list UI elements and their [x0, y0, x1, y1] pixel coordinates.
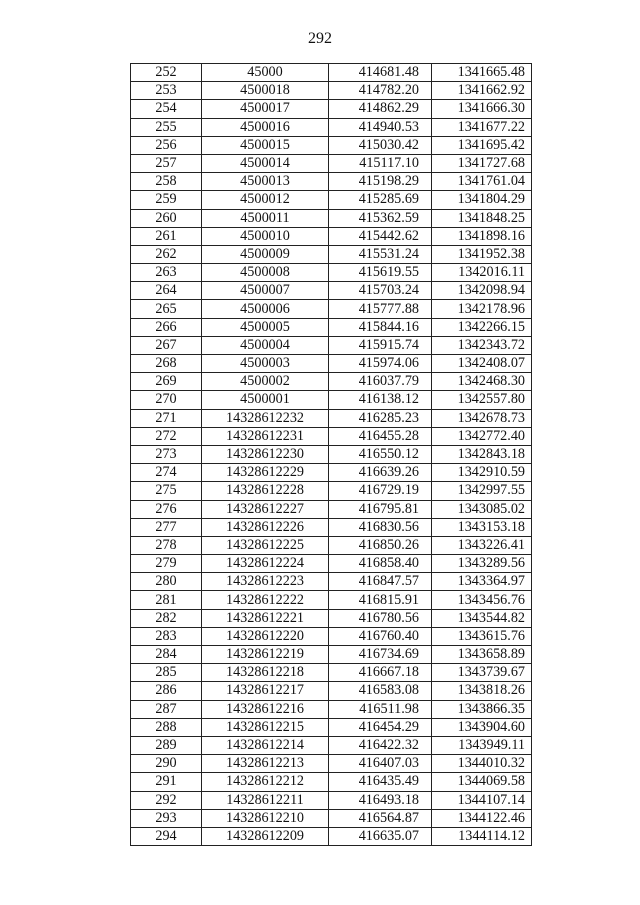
table-row	[131, 264, 532, 282]
table-body	[131, 64, 532, 846]
point-id-cell: 4500008	[202, 264, 329, 282]
x-coordinate-cell: 414940.53	[329, 118, 432, 136]
point-id-cell: 4500006	[202, 300, 329, 318]
x-coordinate-cell: 414862.29	[329, 100, 432, 118]
row-number-cell: 279	[131, 555, 202, 573]
x-coordinate-cell: 415777.88	[329, 300, 432, 318]
row-number-cell: 288	[131, 718, 202, 736]
row-number-cell: 292	[131, 791, 202, 809]
x-coordinate-cell: 416830.56	[329, 518, 432, 536]
y-coordinate-cell: 1343544.82	[432, 609, 532, 627]
point-id-cell: 4500016	[202, 118, 329, 136]
y-coordinate-cell: 1342016.11	[432, 264, 532, 282]
y-coordinate-cell: 1341666.30	[432, 100, 532, 118]
x-coordinate-cell: 416583.08	[329, 682, 432, 700]
row-number-cell: 277	[131, 518, 202, 536]
table-row	[131, 427, 532, 445]
y-coordinate-cell: 1344107.14	[432, 791, 532, 809]
row-number-cell: 271	[131, 409, 202, 427]
table-row	[131, 518, 532, 536]
point-id-cell: 14328612230	[202, 445, 329, 463]
y-coordinate-cell: 1341677.22	[432, 118, 532, 136]
row-number-cell: 293	[131, 809, 202, 827]
point-id-cell: 14328612225	[202, 536, 329, 554]
x-coordinate-cell: 416493.18	[329, 791, 432, 809]
table-row	[131, 373, 532, 391]
row-number-cell: 278	[131, 536, 202, 554]
x-coordinate-cell: 416564.87	[329, 809, 432, 827]
x-coordinate-cell: 415030.42	[329, 136, 432, 154]
y-coordinate-cell: 1342678.73	[432, 409, 532, 427]
point-id-cell: 14328612231	[202, 427, 329, 445]
table-row	[131, 136, 532, 154]
x-coordinate-cell: 415198.29	[329, 173, 432, 191]
point-id-cell: 4500010	[202, 227, 329, 245]
y-coordinate-cell: 1343456.76	[432, 591, 532, 609]
point-id-cell: 4500013	[202, 173, 329, 191]
row-number-cell: 267	[131, 336, 202, 354]
row-number-cell: 255	[131, 118, 202, 136]
table-row	[131, 773, 532, 791]
x-coordinate-cell: 416435.49	[329, 773, 432, 791]
table-row	[131, 627, 532, 645]
table-row	[131, 209, 532, 227]
table-row	[131, 173, 532, 191]
row-number-cell: 266	[131, 318, 202, 336]
table-row	[131, 118, 532, 136]
y-coordinate-cell: 1341761.04	[432, 173, 532, 191]
point-id-cell: 4500007	[202, 282, 329, 300]
table-row	[131, 755, 532, 773]
table-row	[131, 227, 532, 245]
table-row	[131, 336, 532, 354]
row-number-cell: 287	[131, 700, 202, 718]
row-number-cell: 268	[131, 355, 202, 373]
point-id-cell: 14328612226	[202, 518, 329, 536]
page-number: 292	[308, 30, 332, 47]
row-number-cell: 284	[131, 646, 202, 664]
y-coordinate-cell: 1343739.67	[432, 664, 532, 682]
point-id-cell: 4500003	[202, 355, 329, 373]
point-id-cell: 14328612219	[202, 646, 329, 664]
y-coordinate-cell: 1341695.42	[432, 136, 532, 154]
point-id-cell: 14328612217	[202, 682, 329, 700]
point-id-cell: 14328612209	[202, 827, 329, 845]
row-number-cell: 291	[131, 773, 202, 791]
point-id-cell: 14328612216	[202, 700, 329, 718]
x-coordinate-cell: 415915.74	[329, 336, 432, 354]
row-number-cell: 259	[131, 191, 202, 209]
row-number-cell: 269	[131, 373, 202, 391]
row-number-cell: 265	[131, 300, 202, 318]
y-coordinate-cell: 1343949.11	[432, 736, 532, 754]
y-coordinate-cell: 1342178.96	[432, 300, 532, 318]
x-coordinate-cell: 416511.98	[329, 700, 432, 718]
row-number-cell: 274	[131, 464, 202, 482]
table-row	[131, 646, 532, 664]
x-coordinate-cell: 415117.10	[329, 154, 432, 172]
row-number-cell: 257	[131, 154, 202, 172]
point-id-cell: 4500001	[202, 391, 329, 409]
point-id-cell: 4500004	[202, 336, 329, 354]
row-number-cell: 285	[131, 664, 202, 682]
table-row	[131, 191, 532, 209]
x-coordinate-cell: 416285.23	[329, 409, 432, 427]
x-coordinate-cell: 416734.69	[329, 646, 432, 664]
table-row	[131, 318, 532, 336]
point-id-cell: 4500018	[202, 82, 329, 100]
x-coordinate-cell: 415531.24	[329, 245, 432, 263]
point-id-cell: 14328612212	[202, 773, 329, 791]
y-coordinate-cell: 1344069.58	[432, 773, 532, 791]
y-coordinate-cell: 1341727.68	[432, 154, 532, 172]
point-id-cell: 14328612222	[202, 591, 329, 609]
row-number-cell: 256	[131, 136, 202, 154]
y-coordinate-cell: 1344010.32	[432, 755, 532, 773]
table-row	[131, 809, 532, 827]
point-id-cell: 14328612232	[202, 409, 329, 427]
table-row	[131, 482, 532, 500]
table-row	[131, 409, 532, 427]
row-number-cell: 280	[131, 573, 202, 591]
table-row	[131, 500, 532, 518]
y-coordinate-cell: 1342557.80	[432, 391, 532, 409]
row-number-cell: 275	[131, 482, 202, 500]
row-number-cell: 270	[131, 391, 202, 409]
table-row	[131, 791, 532, 809]
row-number-cell: 264	[131, 282, 202, 300]
x-coordinate-cell: 416847.57	[329, 573, 432, 591]
y-coordinate-cell: 1342266.15	[432, 318, 532, 336]
x-coordinate-cell: 416550.12	[329, 445, 432, 463]
row-number-cell: 272	[131, 427, 202, 445]
y-coordinate-cell: 1342843.18	[432, 445, 532, 463]
y-coordinate-cell: 1342997.55	[432, 482, 532, 500]
y-coordinate-cell: 1341848.25	[432, 209, 532, 227]
table-row	[131, 391, 532, 409]
y-coordinate-cell: 1343615.76	[432, 627, 532, 645]
table-row	[131, 445, 532, 463]
x-coordinate-cell: 416635.07	[329, 827, 432, 845]
x-coordinate-cell: 415974.06	[329, 355, 432, 373]
y-coordinate-cell: 1344122.46	[432, 809, 532, 827]
row-number-cell: 252	[131, 64, 202, 82]
row-number-cell: 283	[131, 627, 202, 645]
x-coordinate-cell: 414782.20	[329, 82, 432, 100]
table-row	[131, 300, 532, 318]
point-id-cell: 14328612218	[202, 664, 329, 682]
row-number-cell: 261	[131, 227, 202, 245]
row-number-cell: 290	[131, 755, 202, 773]
point-id-cell: 14328612224	[202, 555, 329, 573]
x-coordinate-cell: 415285.69	[329, 191, 432, 209]
y-coordinate-cell: 1343818.26	[432, 682, 532, 700]
row-number-cell: 254	[131, 100, 202, 118]
y-coordinate-cell: 1341662.92	[432, 82, 532, 100]
point-id-cell: 14328612214	[202, 736, 329, 754]
y-coordinate-cell: 1342098.94	[432, 282, 532, 300]
y-coordinate-cell: 1343085.02	[432, 500, 532, 518]
x-coordinate-cell: 414681.48	[329, 64, 432, 82]
y-coordinate-cell: 1342343.72	[432, 336, 532, 354]
y-coordinate-cell: 1341952.38	[432, 245, 532, 263]
point-id-cell: 14328612215	[202, 718, 329, 736]
row-number-cell: 258	[131, 173, 202, 191]
point-id-cell: 4500015	[202, 136, 329, 154]
point-id-cell: 4500009	[202, 245, 329, 263]
row-number-cell: 282	[131, 609, 202, 627]
table-row	[131, 464, 532, 482]
point-id-cell: 4500005	[202, 318, 329, 336]
table-row	[131, 591, 532, 609]
table-row	[131, 82, 532, 100]
point-id-cell: 4500002	[202, 373, 329, 391]
row-number-cell: 294	[131, 827, 202, 845]
table-row	[131, 100, 532, 118]
y-coordinate-cell: 1342910.59	[432, 464, 532, 482]
y-coordinate-cell: 1341665.48	[432, 64, 532, 82]
y-coordinate-cell: 1343153.18	[432, 518, 532, 536]
table-row	[131, 827, 532, 845]
table-row	[131, 664, 532, 682]
point-id-cell: 14328612220	[202, 627, 329, 645]
table-row	[131, 573, 532, 591]
row-number-cell: 263	[131, 264, 202, 282]
x-coordinate-cell: 415619.55	[329, 264, 432, 282]
y-coordinate-cell: 1343226.41	[432, 536, 532, 554]
y-coordinate-cell: 1341804.29	[432, 191, 532, 209]
y-coordinate-cell: 1342408.07	[432, 355, 532, 373]
point-id-cell: 4500014	[202, 154, 329, 172]
point-id-cell: 14328612227	[202, 500, 329, 518]
x-coordinate-cell: 416454.29	[329, 718, 432, 736]
x-coordinate-cell: 416729.19	[329, 482, 432, 500]
table-row	[131, 64, 532, 82]
table-row	[131, 154, 532, 172]
x-coordinate-cell: 415703.24	[329, 282, 432, 300]
table-row	[131, 718, 532, 736]
table-row	[131, 555, 532, 573]
x-coordinate-cell: 416815.91	[329, 591, 432, 609]
x-coordinate-cell: 415442.62	[329, 227, 432, 245]
y-coordinate-cell: 1343289.56	[432, 555, 532, 573]
x-coordinate-cell: 416422.32	[329, 736, 432, 754]
table-row	[131, 282, 532, 300]
table-row	[131, 245, 532, 263]
row-number-cell: 262	[131, 245, 202, 263]
row-number-cell: 276	[131, 500, 202, 518]
point-id-cell: 14328612221	[202, 609, 329, 627]
table-row	[131, 536, 532, 554]
x-coordinate-cell: 416760.40	[329, 627, 432, 645]
row-number-cell: 286	[131, 682, 202, 700]
point-id-cell: 4500012	[202, 191, 329, 209]
table-row	[131, 355, 532, 373]
point-id-cell: 45000	[202, 64, 329, 82]
point-id-cell: 14328612213	[202, 755, 329, 773]
point-id-cell: 4500011	[202, 209, 329, 227]
point-id-cell: 4500017	[202, 100, 329, 118]
y-coordinate-cell: 1343364.97	[432, 573, 532, 591]
row-number-cell: 260	[131, 209, 202, 227]
row-number-cell: 281	[131, 591, 202, 609]
x-coordinate-cell: 416138.12	[329, 391, 432, 409]
table-row	[131, 700, 532, 718]
x-coordinate-cell: 416455.28	[329, 427, 432, 445]
coordinates-table	[130, 63, 532, 846]
x-coordinate-cell: 416850.26	[329, 536, 432, 554]
table-row	[131, 736, 532, 754]
x-coordinate-cell: 416795.81	[329, 500, 432, 518]
y-coordinate-cell: 1342772.40	[432, 427, 532, 445]
y-coordinate-cell: 1343904.60	[432, 718, 532, 736]
y-coordinate-cell: 1342468.30	[432, 373, 532, 391]
point-id-cell: 14328612211	[202, 791, 329, 809]
point-id-cell: 14328612223	[202, 573, 329, 591]
x-coordinate-cell: 416858.40	[329, 555, 432, 573]
x-coordinate-cell: 416639.26	[329, 464, 432, 482]
x-coordinate-cell: 416407.03	[329, 755, 432, 773]
table-row	[131, 609, 532, 627]
row-number-cell: 253	[131, 82, 202, 100]
point-id-cell: 14328612229	[202, 464, 329, 482]
point-id-cell: 14328612210	[202, 809, 329, 827]
x-coordinate-cell: 415362.59	[329, 209, 432, 227]
y-coordinate-cell: 1341898.16	[432, 227, 532, 245]
y-coordinate-cell: 1343658.89	[432, 646, 532, 664]
point-id-cell: 14328612228	[202, 482, 329, 500]
x-coordinate-cell: 416780.56	[329, 609, 432, 627]
y-coordinate-cell: 1343866.35	[432, 700, 532, 718]
row-number-cell: 289	[131, 736, 202, 754]
row-number-cell: 273	[131, 445, 202, 463]
x-coordinate-cell: 416667.18	[329, 664, 432, 682]
table-row	[131, 682, 532, 700]
x-coordinate-cell: 415844.16	[329, 318, 432, 336]
y-coordinate-cell: 1344114.12	[432, 827, 532, 845]
x-coordinate-cell: 416037.79	[329, 373, 432, 391]
